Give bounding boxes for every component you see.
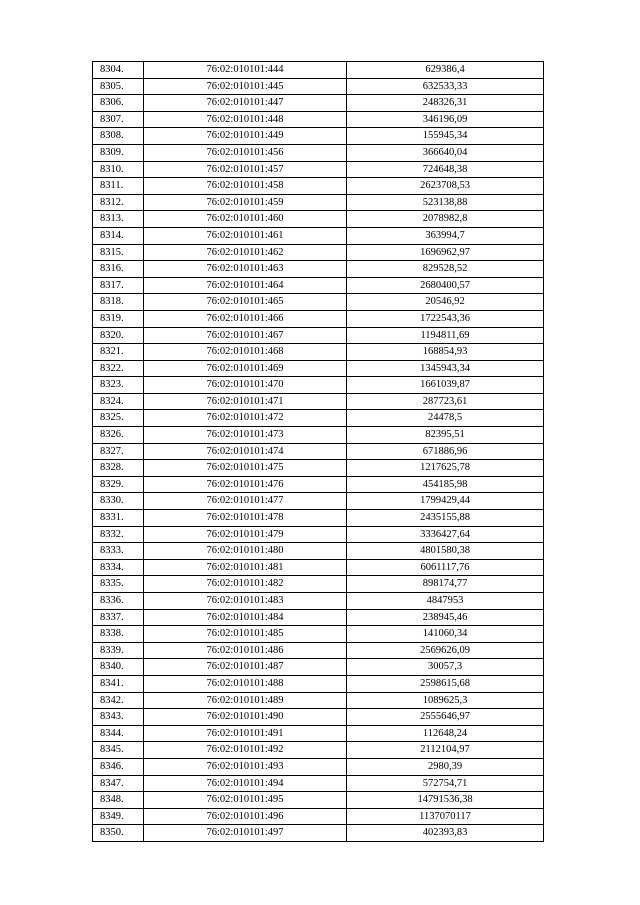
cadastral-value-cell: 346196,09 [347,111,544,128]
cadastral-value-cell: 14791536,38 [347,792,544,809]
row-number-cell: 8315. [93,244,144,261]
cadastral-value-cell: 4801580,38 [347,543,544,560]
row-number-cell: 8313. [93,211,144,228]
table-row [93,410,544,427]
table-row [93,211,544,228]
table-row [93,659,544,676]
table-row [93,62,544,79]
table-row [93,294,544,311]
table-row [93,576,544,593]
cadastral-value-cell: 1345943,34 [347,360,544,377]
cadastral-value-cell: 2112104,97 [347,742,544,759]
cadastral-value-cell: 1799429,44 [347,493,544,510]
cadastral-number-cell: 76:02:010101:466 [144,310,347,327]
cadastral-number-cell: 76:02:010101:479 [144,526,347,543]
row-number-cell: 8323. [93,377,144,394]
table-row [93,609,544,626]
row-number-cell: 8341. [93,675,144,692]
cadastral-number-cell: 76:02:010101:461 [144,227,347,244]
cadastral-value-cell: 2555646,97 [347,709,544,726]
table-row [93,377,544,394]
table-row [93,642,544,659]
table-row [93,327,544,344]
row-number-cell: 8317. [93,277,144,294]
table-row [93,742,544,759]
row-number-cell: 8305. [93,78,144,95]
cadastral-number-cell: 76:02:010101:457 [144,161,347,178]
table-row [93,725,544,742]
row-number-cell: 8339. [93,642,144,659]
row-number-cell: 8310. [93,161,144,178]
table-row [93,227,544,244]
cadastral-number-cell: 76:02:010101:465 [144,294,347,311]
cadastral-number-cell: 76:02:010101:485 [144,626,347,643]
table-row [93,510,544,527]
row-number-cell: 8337. [93,609,144,626]
cadastral-value-cell: 4847953 [347,593,544,610]
cadastral-value-cell: 2078982,8 [347,211,544,228]
cadastral-number-cell: 76:02:010101:476 [144,476,347,493]
cadastral-number-cell: 76:02:010101:474 [144,443,347,460]
cadastral-value-cell: 82395,51 [347,427,544,444]
cadastral-value-cell: 24478,5 [347,410,544,427]
row-number-cell: 8307. [93,111,144,128]
table-row [93,310,544,327]
table-body [93,62,544,842]
table-row [93,261,544,278]
cadastral-value-cell: 1217625,78 [347,460,544,477]
cadastral-number-cell: 76:02:010101:487 [144,659,347,676]
table-row [93,344,544,361]
cadastral-number-cell: 76:02:010101:495 [144,792,347,809]
table-row [93,559,544,576]
table-row [93,95,544,112]
cadastral-value-cell: 366640,04 [347,144,544,161]
row-number-cell: 8340. [93,659,144,676]
row-number-cell: 8331. [93,510,144,527]
row-number-cell: 8322. [93,360,144,377]
row-number-cell: 8316. [93,261,144,278]
row-number-cell: 8306. [93,95,144,112]
cadastral-number-cell: 76:02:010101:473 [144,427,347,444]
cadastral-number-cell: 76:02:010101:493 [144,758,347,775]
row-number-cell: 8343. [93,709,144,726]
cadastral-number-cell: 76:02:010101:462 [144,244,347,261]
cadastral-value-cell: 2680400,57 [347,277,544,294]
table-row [93,128,544,145]
row-number-cell: 8311. [93,178,144,195]
cadastral-number-cell: 76:02:010101:496 [144,808,347,825]
row-number-cell: 8324. [93,393,144,410]
cadastral-value-cell: 2980,39 [347,758,544,775]
cadastral-number-cell: 76:02:010101:488 [144,675,347,692]
row-number-cell: 8348. [93,792,144,809]
cadastral-value-cell: 155945,34 [347,128,544,145]
cadastral-number-cell: 76:02:010101:444 [144,62,347,79]
cadastral-number-cell: 76:02:010101:449 [144,128,347,145]
cadastral-value-cell: 2569626,09 [347,642,544,659]
table-row [93,427,544,444]
row-number-cell: 8346. [93,758,144,775]
cadastral-value-cell: 1722543,36 [347,310,544,327]
cadastral-value-cell: 523138,88 [347,194,544,211]
cadastral-number-cell: 76:02:010101:456 [144,144,347,161]
cadastral-number-cell: 76:02:010101:464 [144,277,347,294]
table-row [93,443,544,460]
cadastral-value-cell: 632533,33 [347,78,544,95]
row-number-cell: 8325. [93,410,144,427]
cadastral-number-cell: 76:02:010101:459 [144,194,347,211]
row-number-cell: 8349. [93,808,144,825]
cadastral-number-cell: 76:02:010101:481 [144,559,347,576]
cadastral-value-cell: 1194811,69 [347,327,544,344]
cadastral-value-cell: 141060,34 [347,626,544,643]
cadastral-value-cell: 402393,83 [347,825,544,842]
row-number-cell: 8308. [93,128,144,145]
cadastral-number-cell: 76:02:010101:486 [144,642,347,659]
cadastral-number-cell: 76:02:010101:447 [144,95,347,112]
row-number-cell: 8338. [93,626,144,643]
row-number-cell: 8332. [93,526,144,543]
cadastral-number-cell: 76:02:010101:477 [144,493,347,510]
cadastral-number-cell: 76:02:010101:484 [144,609,347,626]
cadastral-number-cell: 76:02:010101:472 [144,410,347,427]
row-number-cell: 8330. [93,493,144,510]
row-number-cell: 8344. [93,725,144,742]
cadastral-number-cell: 76:02:010101:478 [144,510,347,527]
row-number-cell: 8312. [93,194,144,211]
cadastral-value-cell: 248326,31 [347,95,544,112]
cadastral-number-cell: 76:02:010101:463 [144,261,347,278]
row-number-cell: 8326. [93,427,144,444]
cadastral-value-cell: 724648,38 [347,161,544,178]
cadastral-number-cell: 76:02:010101:445 [144,78,347,95]
cadastral-value-cell: 629386,4 [347,62,544,79]
table-row [93,792,544,809]
table-row [93,493,544,510]
row-number-cell: 8320. [93,327,144,344]
cadastral-number-cell: 76:02:010101:490 [144,709,347,726]
cadastral-number-cell: 76:02:010101:475 [144,460,347,477]
cadastral-number-cell: 76:02:010101:469 [144,360,347,377]
cadastral-number-cell: 76:02:010101:468 [144,344,347,361]
cadastral-value-cell: 168854,93 [347,344,544,361]
cadastral-value-cell: 287723,61 [347,393,544,410]
cadastral-number-cell: 76:02:010101:494 [144,775,347,792]
row-number-cell: 8309. [93,144,144,161]
table-row [93,194,544,211]
table-row [93,78,544,95]
table-row [93,476,544,493]
cadastral-number-cell: 76:02:010101:483 [144,593,347,610]
table-row [93,775,544,792]
table-row [93,675,544,692]
cadastral-value-cell: 363994,7 [347,227,544,244]
table-row [93,692,544,709]
row-number-cell: 8319. [93,310,144,327]
row-number-cell: 8333. [93,543,144,560]
table-row [93,543,544,560]
row-number-cell: 8304. [93,62,144,79]
cadastral-value-cell: 2435155,88 [347,510,544,527]
row-number-cell: 8318. [93,294,144,311]
cadastral-number-cell: 76:02:010101:492 [144,742,347,759]
cadastral-value-cell: 1696962,97 [347,244,544,261]
cadastral-value-cell: 454185,98 [347,476,544,493]
cadastral-value-cell: 1137070117 [347,808,544,825]
table-row [93,144,544,161]
table-row [93,178,544,195]
cadastral-number-cell: 76:02:010101:458 [144,178,347,195]
table-row [93,244,544,261]
cadastral-value-cell: 572754,71 [347,775,544,792]
cadastral-value-cell: 671886,96 [347,443,544,460]
cadastral-value-cell: 30057,3 [347,659,544,676]
table-row [93,360,544,377]
table-row [93,593,544,610]
row-number-cell: 8314. [93,227,144,244]
cadastral-value-cell: 898174,77 [347,576,544,593]
cadastral-number-cell: 76:02:010101:460 [144,211,347,228]
table-row [93,626,544,643]
cadastral-number-cell: 76:02:010101:497 [144,825,347,842]
row-number-cell: 8347. [93,775,144,792]
row-number-cell: 8328. [93,460,144,477]
table-row [93,709,544,726]
cadastral-number-cell: 76:02:010101:489 [144,692,347,709]
row-number-cell: 8329. [93,476,144,493]
cadastral-value-cell: 3336427,64 [347,526,544,543]
cadastral-value-cell: 238945,46 [347,609,544,626]
cadastral-value-cell: 829528,52 [347,261,544,278]
cadastral-value-cell: 1661039,87 [347,377,544,394]
table-row [93,393,544,410]
cadastral-value-cell: 6061117,76 [347,559,544,576]
table-row [93,277,544,294]
cadastral-value-cell: 1089625,3 [347,692,544,709]
table-row [93,111,544,128]
cadastral-value-cell: 2623708,53 [347,178,544,195]
table-row [93,758,544,775]
cadastral-number-cell: 76:02:010101:467 [144,327,347,344]
row-number-cell: 8321. [93,344,144,361]
row-number-cell: 8336. [93,593,144,610]
table-row [93,526,544,543]
cadastral-number-cell: 76:02:010101:470 [144,377,347,394]
table-row [93,808,544,825]
row-number-cell: 8327. [93,443,144,460]
table-row [93,825,544,842]
row-number-cell: 8342. [93,692,144,709]
row-number-cell: 8334. [93,559,144,576]
cadastral-value-table [92,61,544,842]
row-number-cell: 8350. [93,825,144,842]
row-number-cell: 8345. [93,742,144,759]
table-row [93,161,544,178]
cadastral-value-cell: 112648,24 [347,725,544,742]
cadastral-value-cell: 2598615,68 [347,675,544,692]
table-row [93,460,544,477]
row-number-cell: 8335. [93,576,144,593]
cadastral-number-cell: 76:02:010101:491 [144,725,347,742]
cadastral-value-cell: 20546,92 [347,294,544,311]
cadastral-number-cell: 76:02:010101:471 [144,393,347,410]
cadastral-number-cell: 76:02:010101:448 [144,111,347,128]
cadastral-number-cell: 76:02:010101:482 [144,576,347,593]
cadastral-number-cell: 76:02:010101:480 [144,543,347,560]
